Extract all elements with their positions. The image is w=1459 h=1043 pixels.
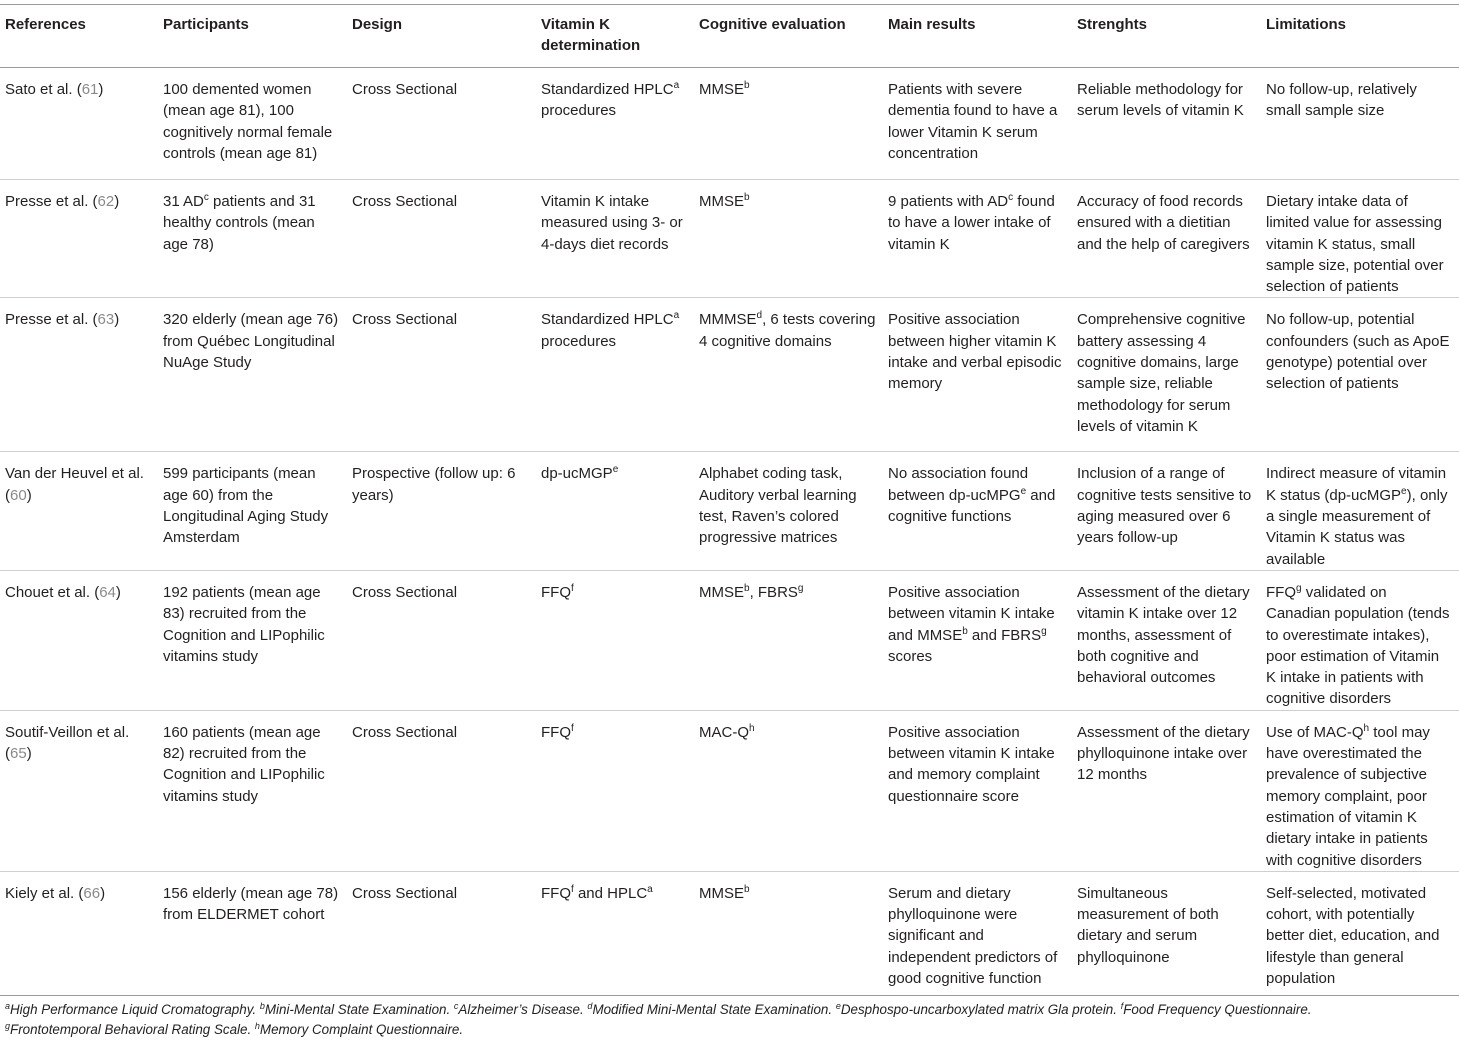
cell-participants: 100 demented women (mean age 81), 100 cognitively normal female controls (mean age 81) [163,81,333,162]
header-limitations: Limitations [1266,16,1347,33]
cell-reference [0,68,158,180]
cell-participants: 156 elderly (mean age 78) from ELDERMET cohort [163,884,339,924]
cell-design: Cross Sectional [352,81,458,98]
cell-limitations: Use of MAC-$Q^h$ tool may have overestimated the prevalence of subjective memory complaint, poor estimation of vitamin K dietary intake in patients with cognitive disorders [1266,722,1430,869]
cell-main-results: Serum and dietary phylloquinone were significant and independent predictors of good cognitive function [888,884,1058,988]
cell-main-results: No association found between dp-ucMPG$^e$ and cognitive functions [888,465,1056,526]
cell-design: Prospective (follow up: 6 years) [352,465,516,504]
cell-vitamin-k-determination: Standardized HPLC$^a$ procedures [541,80,680,120]
table-row [0,452,1459,570]
reference-number-link[interactable]: 62 [97,193,115,210]
reference-close: ) [98,81,104,98]
cell-strengths: Assessment of the dietary phylloquinone intake over 12 months [1077,723,1250,784]
reference-close: ) [114,193,120,210]
cell-limitations: Dietary intake data of limited value for assessing vitamin K status, small sample size, potential over selection of patients [1266,193,1444,296]
reference-author: Soutif-Veillon et al. ( [5,723,130,763]
cell-cognitive-evaluation: MMSE$^b$ [699,883,750,902]
cell-participants: 599 participants (mean age 60) from the Longitudinal Aging Study Amsterdam [163,465,329,547]
table-row [0,68,1459,180]
cell-participants: 160 patients (mean age 82) recruited from the Cognition and LIPophilic vitamins study [163,723,325,805]
studies-table [0,4,1459,996]
header-participants: Participants [163,16,249,33]
reference-number-link[interactable]: 64 [99,583,116,601]
cell-vitamin-k-determination: FFQ$^f$ and HPLC$^a$ [541,883,653,902]
cell-limitations: No follow-up, relatively small sample size [1266,81,1417,120]
cell-vitamin-k-determination: dp-ucMGP$^e$ [541,464,619,483]
cell-strengths: Accuracy of food records ensured with a dietitian and the help of caregivers [1077,193,1250,253]
cell-cognitive-evaluation: MMSE$^b$ [699,80,750,98]
cell-main-results: Positive association between vitamin K intake and memory complaint questionnaire score [888,723,1055,805]
cell-design: Cross Sectional [352,884,458,902]
cell-design: Cross Sectional [352,311,458,329]
cell-strengths: Reliable methodology for serum levels of vitamin K [1077,81,1244,120]
reference-number-link[interactable]: 60 [10,486,27,504]
cell-vitamin-k-determination: FFQ$^f$ [541,582,574,601]
cell-reference [0,570,158,710]
cell-strengths: Assessment of the dietary vitamin K intake over 12 months, assessment of both cognitive and behavioral outcomes [1077,583,1250,687]
reference-close: ) [114,311,120,329]
table-row [0,298,1459,452]
cell-cognitive-evaluation: MMSE$^b$, FBRS$^g$ [699,582,804,601]
cell-cognitive-evaluation: MAC-$Q^h$ [699,722,755,741]
reference-number-link[interactable]: 65 [10,745,27,763]
cell-vitamin-k-determination: Standardized HPLC$^a$ procedures [541,310,680,350]
table-row [0,570,1459,710]
table-footnotes: $^a$High Performance Liquid Cromatography. $^b$Mini-Mental State Examination. $^c$Alzheimer’s Disease. $^d$Modified Mini-Mental State Examination. $^e$Desphospo-uncarboxylated matrix Gla protein. $^f$Food Frequency Questionnaire. $^g$Frontotemporal Behavioral Rating Scale. $^h$Memory Complaint Questionnaire. [5,1001,1312,1037]
header-main-results: Main results [888,16,976,33]
cell-strengths: Inclusion of a range of cognitive tests sensitive to aging measured over 6 years follow-up [1077,465,1252,547]
cell-vitamin-k-determination: FFQ$^f$ [541,722,574,741]
cell-cognitive-evaluation: Alphabet coding task, Auditory verbal learning test, Raven’s colored progressive matrices [699,465,857,547]
header-vitamin-k-determination: Vitamin K determination [541,16,641,54]
cell-vitamin-k-determination: Vitamin K intake measured using 3- or 4-days diet records [541,193,683,253]
cell-limitations: Indirect measure of vitamin K status (dp-ucMGP$^e$), only a single measurement of Vitamin K status was available [1266,465,1448,568]
cell-cognitive-evaluation: MMSE$^b$ [699,192,750,210]
cell-design: Cross Sectional [352,723,458,741]
reference-close: ) [26,486,32,504]
table-header-row [0,5,1459,68]
cell-strengths: Simultaneous measurement of both dietary and serum phylloquinone [1077,884,1219,966]
cell-main-results: Positive association between vitamin K intake and MMSE$^b$ and FBRS$^g$ scores [888,583,1055,665]
cell-limitations: FFQ$^g$ validated on Canadian population (tends to overestimate intakes), poor estimation of Vitamin K intake in patients with cognitive disorders [1266,582,1450,708]
reference-close: ) [26,745,32,763]
reference-close: ) [115,583,121,601]
reference-number-link[interactable]: 63 [97,311,115,329]
reference-number-link[interactable]: 66 [83,884,101,902]
cell-reference [0,452,158,570]
table-row [0,180,1459,298]
reference-close: ) [100,884,106,902]
reference-author: Presse et al. ( [5,193,98,210]
reference-author: Sato et al. ( [5,81,82,98]
cell-main-results: Patients with severe dementia found to have a lower Vitamin K serum concentration [888,81,1058,162]
header-references: References [5,16,86,33]
table-row [0,871,1459,995]
cell-limitations: Self-selected, motivated cohort, with potentially better diet, education, and lifestyle than general population [1266,884,1440,988]
cell-reference [0,180,158,298]
cell-reference [0,710,158,871]
cell-participants: 320 elderly (mean age 76) from Québec Longitudinal NuAge Study [163,311,339,372]
reference-author: Chouet et al. ( [5,583,100,601]
reference-number-link[interactable]: 61 [81,81,99,98]
reference-author: Van der Heuvel et al. ( [5,465,144,504]
cell-main-results: 9 patients with $AD^c$ found to have a lower intake of vitamin K [888,192,1055,253]
header-cognitive-evaluation: Cognitive evaluation [699,16,846,33]
cell-reference [0,871,158,995]
table-body [0,68,1459,996]
header-design: Design [352,16,403,33]
cell-limitations: No follow-up, potential confounders (such as ApoE genotype) potential over selection of patients [1266,311,1450,393]
cell-main-results: Positive association between higher vitamin K intake and verbal episodic memory [888,311,1062,393]
cell-participants: 192 patients (mean age 83) recruited from the Cognition and LIPophilic vitamins study [163,583,325,665]
reference-author: Presse et al. ( [5,311,98,329]
cell-reference [0,298,158,452]
reference-author: Kiely et al. ( [5,884,84,902]
cell-participants: 31 $AD^c$ patients and 31 healthy controls (mean age 78) [163,192,316,253]
cell-design: Cross Sectional [352,583,458,601]
table-row [0,710,1459,871]
cell-strengths: Comprehensive cognitive battery assessing 4 cognitive domains, large sample size, reliable methodology for serum levels of vitamin K [1077,311,1246,435]
cell-design: Cross Sectional [352,193,458,210]
header-strengths: Strenghts [1077,16,1148,33]
cell-cognitive-evaluation: MMMSE$^d$, 6 tests covering 4 cognitive domains [699,310,876,350]
